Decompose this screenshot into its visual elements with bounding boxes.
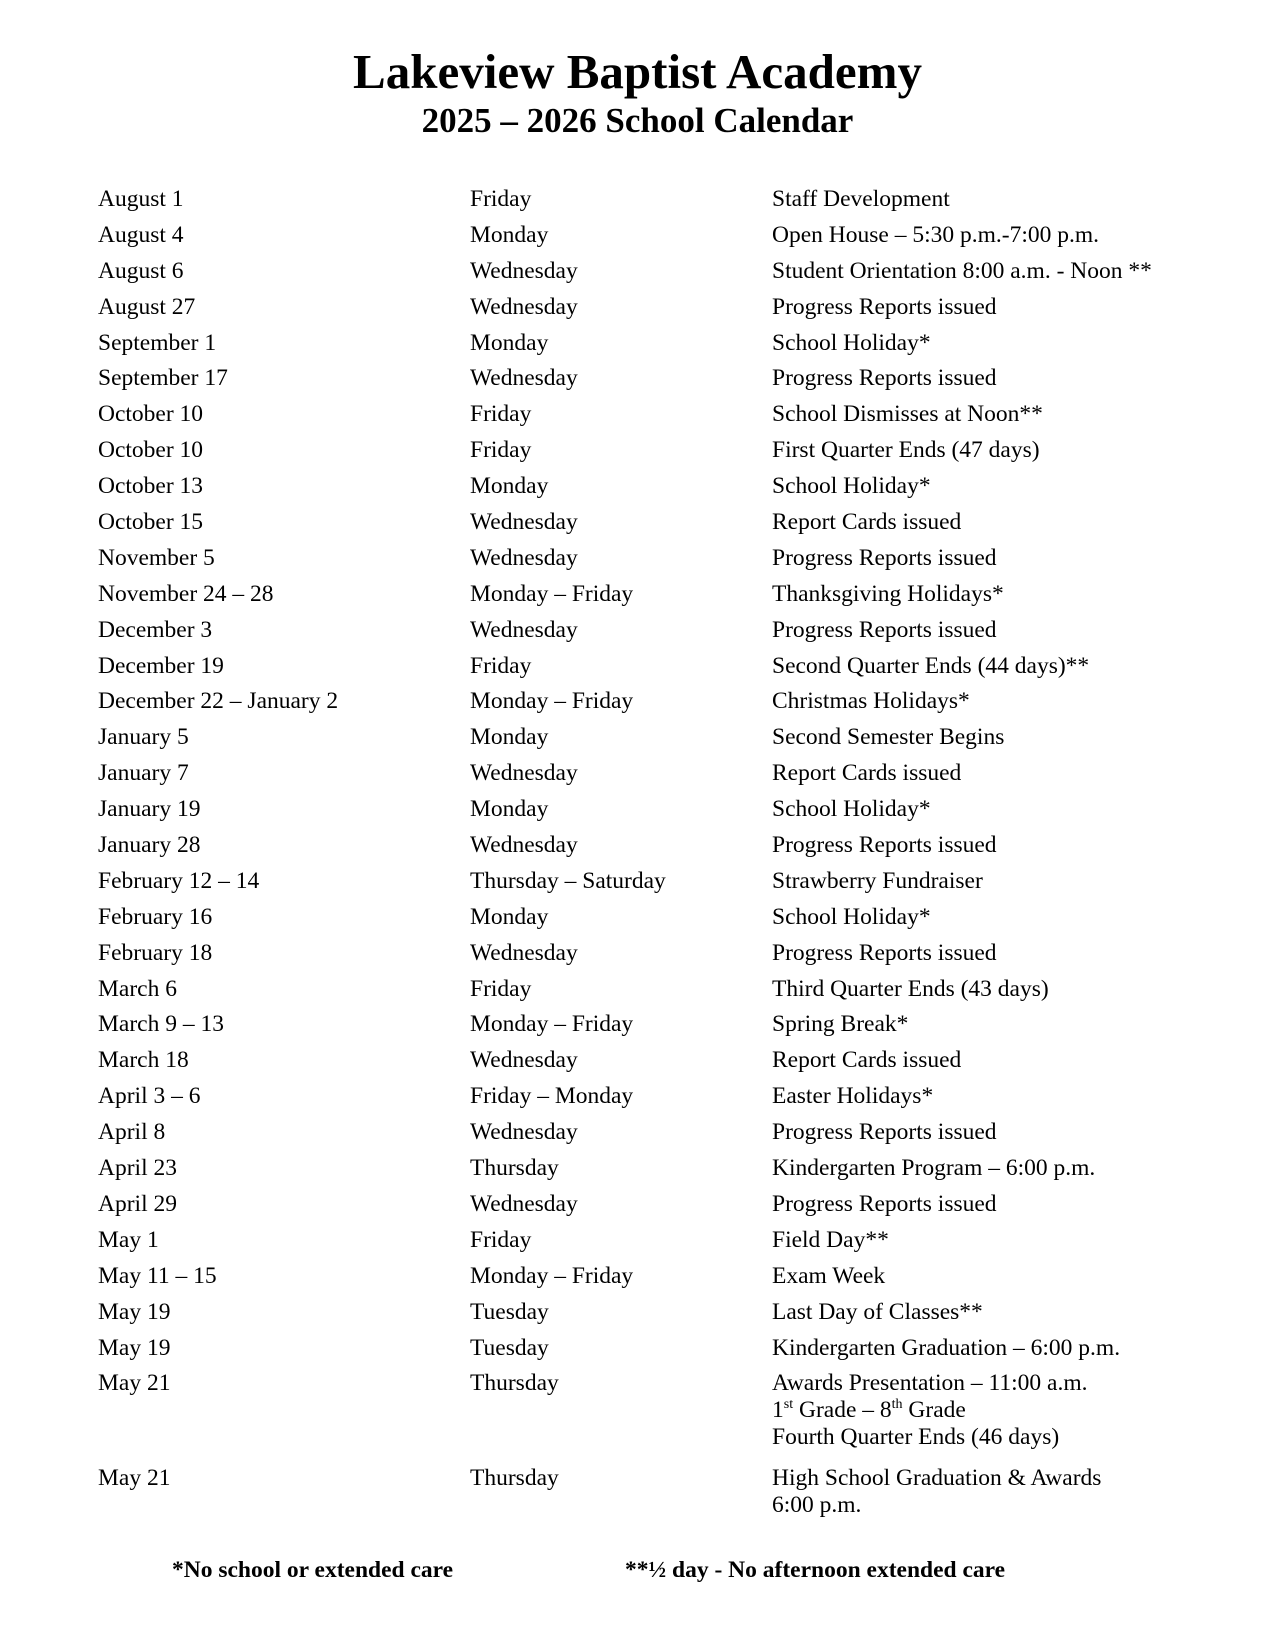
calendar-events-table bbox=[98, 186, 1218, 1527]
event-date: May 11 – 15 bbox=[98, 1262, 217, 1289]
footnote-no-school: *No school or extended care bbox=[172, 1557, 454, 1583]
event-date: April 8 bbox=[98, 1119, 166, 1146]
event-description: School Holiday* bbox=[772, 796, 931, 823]
event-date: February 12 – 14 bbox=[98, 867, 260, 894]
grade-range-end: Grade bbox=[902, 1397, 966, 1424]
event-weekday: Monday bbox=[470, 221, 549, 248]
event-description: First Quarter Ends (47 days) bbox=[772, 437, 1040, 464]
event-weekday: Wednesday bbox=[470, 616, 578, 643]
event-date: April 29 bbox=[98, 1190, 177, 1217]
event-description: Student Orientation 8:00 a.m. - Noon ** bbox=[772, 257, 1152, 284]
event-description: Progress Reports issued bbox=[772, 616, 997, 643]
event-date: May 19 bbox=[98, 1334, 171, 1361]
calendar-row bbox=[98, 868, 1218, 904]
graduation-text: High School Graduation & Awards bbox=[772, 1465, 1102, 1492]
event-weekday: Friday – Monday bbox=[470, 1083, 634, 1110]
school-name-title: Lakeview Baptist Academy bbox=[353, 44, 922, 99]
event-description: Progress Reports issued bbox=[772, 1190, 997, 1217]
event-date: May 21 bbox=[98, 1370, 171, 1397]
calendar-row bbox=[98, 1119, 1218, 1155]
event-description: Easter Holidays* bbox=[772, 1083, 934, 1110]
calendar-row bbox=[98, 294, 1218, 330]
calendar-row bbox=[98, 760, 1218, 796]
calendar-row bbox=[98, 437, 1218, 473]
event-description: Second Semester Begins bbox=[772, 724, 1005, 751]
grade1-number: 1 bbox=[772, 1397, 784, 1424]
event-date: January 28 bbox=[98, 832, 201, 859]
event-weekday: Wednesday bbox=[470, 509, 578, 536]
event-date: December 3 bbox=[98, 616, 213, 643]
event-description: Christmas Holidays* bbox=[772, 688, 970, 715]
calendar-row-awards bbox=[98, 1370, 1218, 1465]
event-date: February 16 bbox=[98, 903, 213, 930]
event-description: School Dismisses at Noon** bbox=[772, 401, 1043, 428]
event-date: March 9 – 13 bbox=[98, 1011, 224, 1038]
footnote-half-day: **½ day - No afternoon extended care bbox=[625, 1557, 1006, 1583]
event-description: Progress Reports issued bbox=[772, 544, 997, 571]
event-weekday: Friday bbox=[470, 975, 532, 1002]
calendar-row bbox=[98, 186, 1218, 222]
event-description: Report Cards issued bbox=[772, 509, 962, 536]
event-date: October 10 bbox=[98, 437, 204, 464]
event-description: Progress Reports issued bbox=[772, 939, 997, 966]
awards-presentation-text: Awards Presentation – 11:00 a.m. bbox=[772, 1370, 1088, 1397]
event-date: March 6 bbox=[98, 975, 177, 1002]
event-date: October 13 bbox=[98, 473, 204, 500]
event-date: March 18 bbox=[98, 1047, 189, 1074]
calendar-row bbox=[98, 1155, 1218, 1191]
event-date: November 24 – 28 bbox=[98, 580, 274, 607]
event-weekday: Monday bbox=[470, 796, 549, 823]
event-date: August 6 bbox=[98, 257, 184, 284]
event-description: Staff Development bbox=[772, 186, 950, 212]
event-date: August 27 bbox=[98, 293, 196, 320]
calendar-row bbox=[98, 1047, 1218, 1083]
calendar-row bbox=[98, 1191, 1218, 1227]
event-date: October 15 bbox=[98, 509, 204, 536]
event-date: May 19 bbox=[98, 1298, 171, 1325]
grade-range-text bbox=[772, 1397, 1218, 1424]
event-weekday: Monday – Friday bbox=[470, 1011, 634, 1038]
event-date: February 18 bbox=[98, 939, 213, 966]
event-date: April 3 – 6 bbox=[98, 1083, 201, 1110]
event-weekday: Friday bbox=[470, 186, 532, 212]
event-date: October 10 bbox=[98, 401, 204, 428]
event-weekday: Thursday – Saturday bbox=[470, 867, 666, 894]
event-description: Strawberry Fundraiser bbox=[772, 867, 983, 894]
event-weekday: Wednesday bbox=[470, 293, 578, 320]
event-weekday: Friday bbox=[470, 652, 532, 679]
event-date: April 23 bbox=[98, 1155, 177, 1182]
event-description: Thanksgiving Holidays* bbox=[772, 580, 1004, 607]
event-weekday: Thursday bbox=[470, 1155, 559, 1182]
event-weekday: Wednesday bbox=[470, 257, 578, 284]
calendar-header bbox=[0, 44, 1275, 142]
event-description: Open House – 5:30 p.m.-7:00 p.m. bbox=[772, 221, 1100, 248]
event-weekday: Tuesday bbox=[470, 1334, 549, 1361]
event-date: May 1 bbox=[98, 1226, 159, 1253]
event-weekday: Thursday bbox=[470, 1465, 559, 1492]
calendar-row bbox=[98, 796, 1218, 832]
calendar-row-graduation bbox=[98, 1465, 1218, 1527]
calendar-row bbox=[98, 832, 1218, 868]
grade8-ordinal: th bbox=[891, 1397, 903, 1413]
event-weekday: Wednesday bbox=[470, 1047, 578, 1074]
event-description bbox=[772, 1465, 1218, 1527]
event-weekday: Thursday bbox=[470, 1370, 559, 1397]
event-description: Exam Week bbox=[772, 1262, 886, 1289]
calendar-row bbox=[98, 1083, 1218, 1119]
event-description: School Holiday* bbox=[772, 329, 931, 356]
event-date: August 1 bbox=[98, 186, 184, 212]
event-weekday: Friday bbox=[470, 437, 532, 464]
event-weekday: Monday – Friday bbox=[470, 1262, 634, 1289]
event-weekday: Wednesday bbox=[470, 544, 578, 571]
event-weekday: Wednesday bbox=[470, 939, 578, 966]
graduation-time: 6:00 p.m. bbox=[772, 1492, 862, 1519]
grade1-ordinal: st bbox=[783, 1397, 794, 1413]
calendar-row bbox=[98, 653, 1218, 689]
grade-range-mid: Grade – 8 bbox=[793, 1397, 892, 1424]
calendar-row bbox=[98, 1299, 1218, 1335]
calendar-row bbox=[98, 222, 1218, 258]
event-description: Last Day of Classes** bbox=[772, 1298, 983, 1325]
calendar-row bbox=[98, 545, 1218, 581]
event-description: Progress Reports issued bbox=[772, 365, 997, 392]
event-description: Spring Break* bbox=[772, 1011, 909, 1038]
event-date: May 21 bbox=[98, 1465, 171, 1492]
event-description: Third Quarter Ends (43 days) bbox=[772, 975, 1049, 1002]
event-weekday: Monday – Friday bbox=[470, 688, 634, 715]
event-description: Progress Reports issued bbox=[772, 1119, 997, 1146]
event-date: January 19 bbox=[98, 796, 201, 823]
calendar-row bbox=[98, 940, 1218, 976]
event-date: January 5 bbox=[98, 724, 189, 751]
event-description: School Holiday* bbox=[772, 473, 931, 500]
calendar-row bbox=[98, 473, 1218, 509]
event-date: December 22 – January 2 bbox=[98, 688, 339, 715]
event-weekday: Friday bbox=[470, 401, 532, 428]
event-description: School Holiday* bbox=[772, 903, 931, 930]
event-date: September 1 bbox=[98, 329, 217, 356]
event-description: Second Quarter Ends (44 days)** bbox=[772, 652, 1090, 679]
event-weekday: Wednesday bbox=[470, 760, 578, 787]
event-weekday: Wednesday bbox=[470, 1119, 578, 1146]
calendar-row bbox=[98, 330, 1218, 366]
calendar-row bbox=[98, 1011, 1218, 1047]
calendar-row bbox=[98, 1263, 1218, 1299]
event-weekday: Friday bbox=[470, 1226, 532, 1253]
event-weekday: Monday – Friday bbox=[470, 580, 634, 607]
event-weekday: Tuesday bbox=[470, 1298, 549, 1325]
event-description: Report Cards issued bbox=[772, 1047, 962, 1074]
event-description: Report Cards issued bbox=[772, 760, 962, 787]
event-date: January 7 bbox=[98, 760, 189, 787]
calendar-row bbox=[98, 976, 1218, 1012]
event-date: December 19 bbox=[98, 652, 224, 679]
event-weekday: Monday bbox=[470, 903, 549, 930]
calendar-row bbox=[98, 258, 1218, 294]
calendar-row bbox=[98, 904, 1218, 940]
event-date: November 5 bbox=[98, 544, 215, 571]
event-weekday: Monday bbox=[470, 724, 549, 751]
event-weekday: Wednesday bbox=[470, 1190, 578, 1217]
event-weekday: Wednesday bbox=[470, 832, 578, 859]
calendar-row bbox=[98, 509, 1218, 545]
calendar-row bbox=[98, 1335, 1218, 1371]
event-description: Kindergarten Graduation – 6:00 p.m. bbox=[772, 1334, 1121, 1361]
calendar-row bbox=[98, 688, 1218, 724]
event-weekday: Monday bbox=[470, 473, 549, 500]
calendar-row bbox=[98, 581, 1218, 617]
calendar-row bbox=[98, 617, 1218, 653]
event-weekday: Monday bbox=[470, 329, 549, 356]
event-date: September 17 bbox=[98, 365, 228, 392]
event-description: Progress Reports issued bbox=[772, 832, 997, 859]
event-description: Kindergarten Program – 6:00 p.m. bbox=[772, 1155, 1096, 1182]
calendar-row bbox=[98, 1227, 1218, 1263]
calendar-row bbox=[98, 365, 1218, 401]
event-description bbox=[772, 1370, 1218, 1465]
calendar-row bbox=[98, 401, 1218, 437]
fourth-quarter-text: Fourth Quarter Ends (46 days) bbox=[772, 1424, 1060, 1451]
event-description: Progress Reports issued bbox=[772, 293, 997, 320]
event-date: August 4 bbox=[98, 221, 184, 248]
event-weekday: Wednesday bbox=[470, 365, 578, 392]
calendar-row bbox=[98, 724, 1218, 760]
calendar-subtitle: 2025 – 2026 School Calendar bbox=[421, 101, 854, 140]
event-description: Field Day** bbox=[772, 1226, 889, 1253]
